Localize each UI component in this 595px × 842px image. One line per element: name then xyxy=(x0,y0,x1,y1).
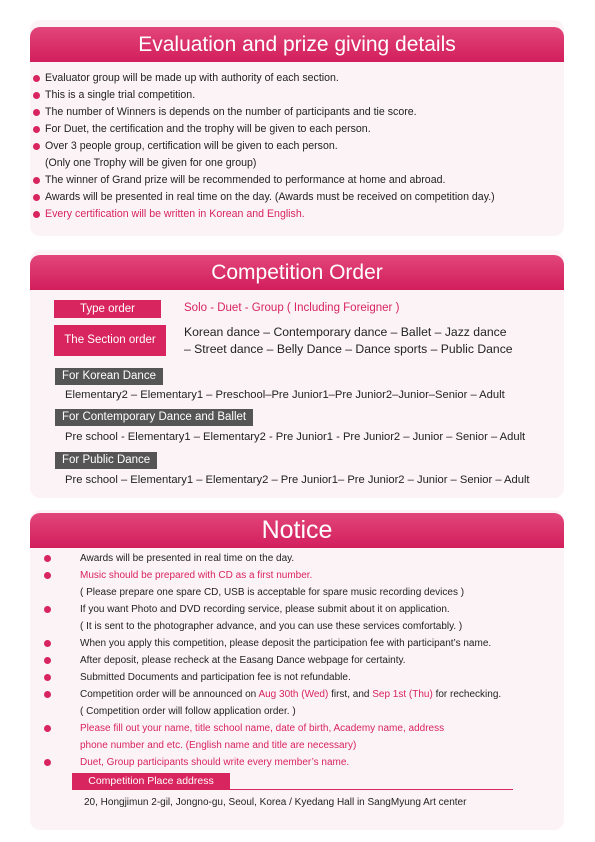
korean-dance-label: For Korean Dance xyxy=(55,368,163,385)
public-dance-label: For Public Dance xyxy=(55,452,157,469)
list-item: Submitted Documents and participation fee is not refundable. xyxy=(40,669,501,686)
address-label: Competition Place address xyxy=(72,773,230,789)
bullet-icon xyxy=(33,143,40,150)
list-item: Music should be prepared with CD as a first number. xyxy=(40,567,501,584)
recheck-date: Sep 1st (Thu) xyxy=(372,689,433,700)
bullet-icon xyxy=(44,555,51,562)
list-item: Competition order will be announced on Aug 30th (Wed) first, and Sep 1st (Thu) for rechecking. xyxy=(40,686,501,703)
list-item: Awards will be presented in real time on the day. (Awards must be received on competition day.) xyxy=(33,189,495,206)
bullet-icon xyxy=(44,606,51,613)
list-item: Please fill out your name, title school name, date of birth, Academy name, address xyxy=(40,720,501,737)
bullet-icon xyxy=(33,126,40,133)
bullet-icon xyxy=(33,75,40,82)
list-item-note: ( It is sent to the photographer advance, and you can use these services comfortably. ) xyxy=(80,621,463,632)
bullet-icon xyxy=(33,92,40,99)
notice-list xyxy=(40,550,501,771)
section-order-label: The Section order xyxy=(54,325,166,356)
list-item: The winner of Grand prize will be recommended to performance at home and abroad. xyxy=(33,172,495,189)
bullet-icon xyxy=(33,194,40,201)
bullet-icon xyxy=(44,640,51,647)
list-item: Duet, Group participants should write every member’s name. xyxy=(40,754,501,771)
bullet-icon xyxy=(44,691,51,698)
list-item: The number of Winners is depends on the number of participants and tie score. xyxy=(33,104,495,121)
list-item: After deposit, please recheck at the Easang Dance webpage for certainty. xyxy=(40,652,501,669)
bullet-icon xyxy=(44,674,51,681)
section-order-line-1: Korean dance – Contemporary dance – Ballet – Jazz dance xyxy=(184,325,507,339)
list-item: Over 3 people group, certification will be given to each person. xyxy=(33,138,495,155)
bullet-icon xyxy=(44,657,51,664)
list-item-note: (Only one Trophy will be given for one group) xyxy=(45,157,257,169)
contemporary-dance-order: Pre school - Elementary1 – Elementary2 - Pre Junior1 - Pre Junior2 – Junior – Senior – Adult xyxy=(65,431,526,443)
bullet-icon xyxy=(44,572,51,579)
list-item-note: phone number and etc. (English name and title are necessary) xyxy=(80,740,357,751)
list-item: Every certification will be written in Korean and English. xyxy=(33,206,495,223)
list-item-note: ( Competition order will follow application order. ) xyxy=(80,706,296,717)
korean-dance-order: Elementary2 – Elementary1 – Preschool–Pre Junior1–Pre Junior2–Junior–Senior – Adult xyxy=(65,389,505,401)
bullet-icon xyxy=(44,725,51,732)
address-text: 20, Hongjimun 2-gil, Jongno-gu, Seoul, Korea / Kyedang Hall in SangMyung Art center xyxy=(84,797,467,808)
notice-title: Notice xyxy=(30,513,564,548)
list-item: If you want Photo and DVD recording service, please submit about it on application. xyxy=(40,601,501,618)
bullet-icon xyxy=(33,109,40,116)
list-item: Evaluator group will be made up with authority of each section. xyxy=(33,70,495,87)
list-item: This is a single trial competition. xyxy=(33,87,495,104)
section-order-line-2: – Street dance – Belly Dance – Dance sports – Public Dance xyxy=(184,342,513,356)
evaluation-title: Evaluation and prize giving details xyxy=(30,27,564,62)
evaluation-list xyxy=(33,70,495,223)
type-order-label: Type order xyxy=(54,300,161,318)
bullet-icon xyxy=(33,211,40,218)
list-item: Awards will be presented in real time on the day. xyxy=(40,550,501,567)
list-item-note: ( Please prepare one spare CD, USB is acceptable for spare music recording devices ) xyxy=(80,587,465,598)
order-title: Competition Order xyxy=(30,255,564,290)
list-item: When you apply this competition, please deposit the participation fee with participant’s name. xyxy=(40,635,501,652)
list-item: For Duet, the certification and the trophy will be given to each person. xyxy=(33,121,495,138)
public-dance-order: Pre school – Elementary1 – Elementary2 – Pre Junior1– Pre Junior2 – Junior – Senior – Adult xyxy=(65,474,530,486)
contemporary-dance-label: For Contemporary Dance and Ballet xyxy=(55,409,253,426)
type-order-value: Solo - Duet - Group ( Including Foreigner ) xyxy=(184,302,400,314)
bullet-icon xyxy=(33,177,40,184)
address-divider xyxy=(72,789,513,790)
announce-date: Aug 30th (Wed) xyxy=(258,689,329,700)
bullet-icon xyxy=(44,759,51,766)
